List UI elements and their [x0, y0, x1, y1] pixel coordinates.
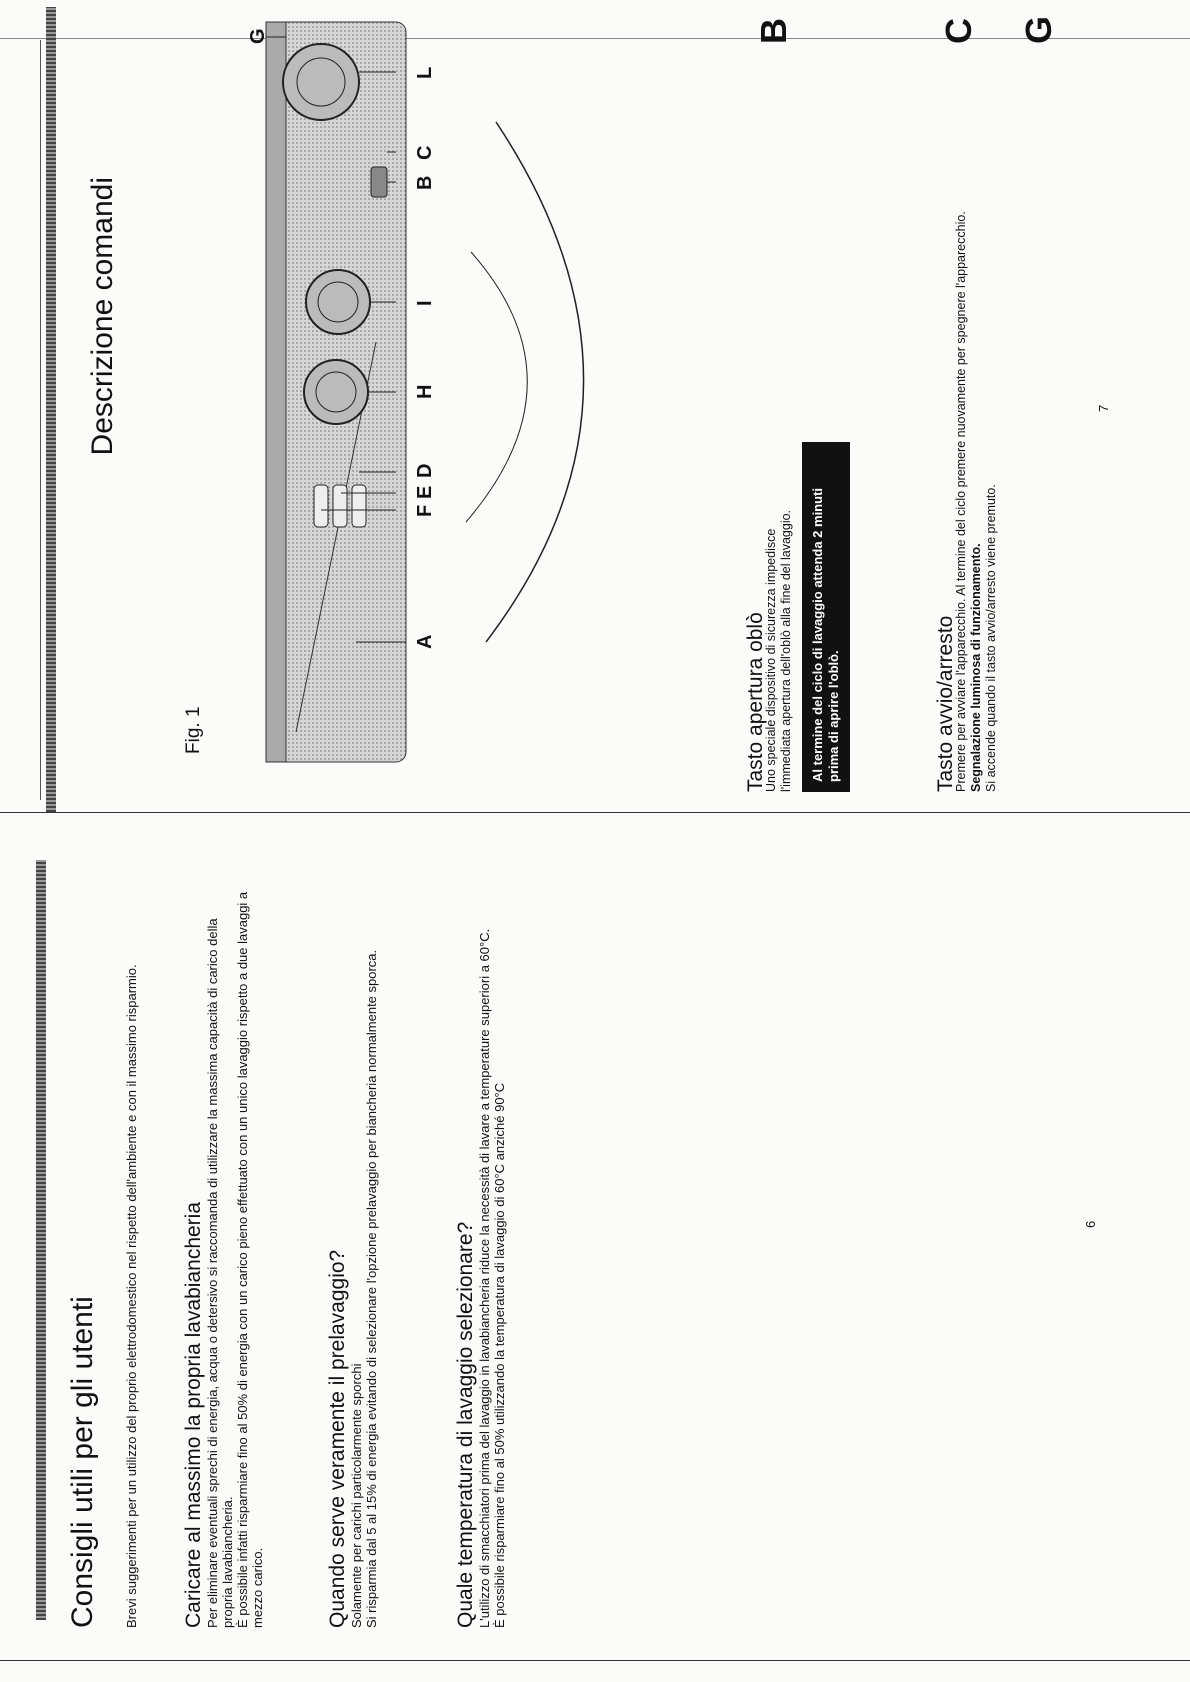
label-g: G	[247, 28, 269, 44]
section-g-letter: G	[1018, 15, 1059, 44]
section-1-body-2: È possibile infatti risparmiare fino al 50% di energia con un carico pieno effettuato con un unico lavaggio rispetto a due lavaggi a mezzo carico.	[235, 891, 265, 1628]
section-2-heading: Quando serve veramente il prelavaggio?	[326, 1249, 349, 1628]
page-number-6: 6	[1083, 1220, 1098, 1228]
section-1-body-1: Per eliminare eventuali sprechi di energia, acqua o detersivo si raccomanda di utilizzare la massima capacità di carico della propria lavabiancheria.	[205, 918, 235, 1628]
section-c-letter: C	[938, 18, 979, 44]
section-b-body: Uno speciale dispositivo di sicurezza impedisce l'immediata apertura dell'oblò alla fine del lavaggio.	[764, 509, 793, 792]
header-bar-6	[36, 860, 46, 1620]
panel-top-edge	[266, 22, 286, 762]
button-bc	[371, 167, 387, 197]
intro-text: Brevi suggerimenti per un utilizzo del proprio elettrodomestico nel rispetto dell'ambiente e con il massimo risparmio.	[124, 964, 139, 1628]
knob-l	[283, 44, 359, 120]
section-3-body-2: È possibile risparmiare fino al 50% utilizzando la temperatura di lavaggio di 60°C anziché 90°C	[492, 1082, 507, 1628]
section-b-letter: B	[753, 18, 794, 44]
door-outline	[486, 122, 584, 642]
section-3-body-1: L'utilizzo di smacchiatori prima del lavaggio in lavabiancheria riduce la necessità di lavare a temperature superiori a 60°C.	[477, 928, 492, 1628]
section-3-heading: Quale temperatura di lavaggio selezionare?	[454, 1221, 477, 1628]
label-h: H	[414, 384, 436, 399]
page-7	[8, 7, 1128, 812]
label-e: E	[414, 485, 436, 499]
control-panel-figure	[247, 12, 586, 772]
label-l: L	[414, 66, 436, 79]
section-2-body-2: Si risparmia dal 5 al 15% di energia evitando di selezionare l'opzione prelavaggio per biancheria normalmente sporca.	[364, 949, 379, 1628]
label-i: I	[414, 300, 436, 306]
knob-i	[306, 270, 370, 334]
section-g-body: Si accende quando il tasto avvio/arresto viene premuto.	[984, 484, 998, 792]
section-door-button	[744, 362, 850, 792]
section-1-heading: Caricare al massimo la propria lavabiancheria	[182, 1201, 205, 1628]
page-6	[8, 830, 1128, 1660]
section-c-heading: Tasto avvio/arresto	[934, 615, 957, 792]
section-prewash	[326, 888, 379, 1628]
label-f: F	[414, 504, 436, 517]
indicator-d	[352, 485, 366, 527]
section-g-bold: Segnalazione luminosa di funzionamento.	[969, 543, 983, 792]
section-c-body: Premere per avviare l'apparecchio. Al termine del ciclo premere nuovamente per spegnere l'apparecchio.	[954, 211, 968, 792]
label-d: D	[414, 463, 436, 478]
indicator-f	[314, 485, 328, 527]
header-bar	[46, 7, 56, 812]
section-temperature	[454, 888, 507, 1628]
label-b: B	[414, 175, 436, 190]
page-number-7: 7	[1096, 404, 1111, 412]
label-c: C	[414, 145, 436, 160]
bottom-edge-line	[0, 1660, 1190, 1661]
label-a: A	[414, 634, 436, 649]
page-title-6: Consigli utili per gli utenti	[66, 1296, 99, 1628]
indicator-e	[333, 485, 347, 527]
section-b-heading: Tasto apertura oblò	[744, 612, 767, 792]
fold-line	[0, 812, 1190, 813]
door-warning-box: Al termine del ciclo di lavaggio attenda 2 minuti prima di aprire l'oblò.	[802, 442, 850, 792]
section-start-stop	[934, 152, 999, 792]
section-2-body-1: Solamente per carichi particolarmente sporchi	[349, 1363, 364, 1628]
knob-h	[304, 360, 368, 424]
page-title: Descrizione comandi	[86, 177, 119, 456]
section-max-load	[182, 888, 265, 1628]
figure-label: Fig. 1	[183, 706, 204, 754]
